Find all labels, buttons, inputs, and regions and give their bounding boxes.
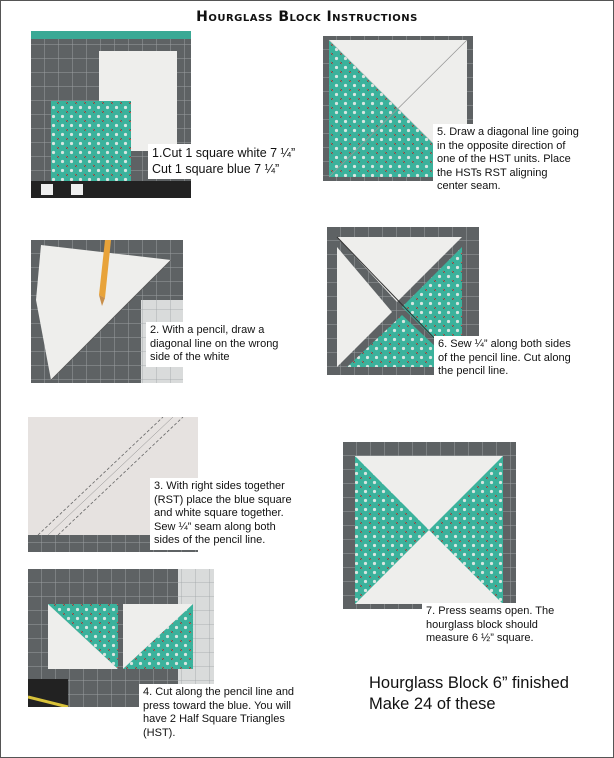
step-5-caption xyxy=(433,124,583,196)
step-4-line: 4. Cut along the pencil line and xyxy=(143,686,295,698)
step-3-line: and white square together. xyxy=(154,507,284,519)
step-3-line: Sew ¼” seam along both xyxy=(154,520,276,533)
step-4-line: press toward the blue. You will xyxy=(143,699,291,712)
step-5-line: one of the HST units. Place xyxy=(437,153,571,165)
step-2-caption xyxy=(146,322,282,367)
step-5-line: center seam. xyxy=(437,180,501,192)
step-5-line: in the opposite direction of xyxy=(437,139,566,152)
step-3-line: (RST) place the blue square xyxy=(154,493,292,506)
step-3-caption xyxy=(150,478,296,550)
page-title: Hourglass Block Instructions xyxy=(196,9,418,25)
quantity-text: Make 24 of these xyxy=(369,695,496,713)
step-4-line: (HST). xyxy=(143,726,176,739)
step-6-line: the pencil line. xyxy=(438,365,509,377)
step-6-line: of the pencil line. Cut along xyxy=(438,351,571,364)
step-5-line: 5. Draw a diagonal line going xyxy=(437,126,579,138)
step-1-line: 1.Cut 1 square white 7 ¼” xyxy=(152,146,296,160)
step-2-line: side of the white xyxy=(150,351,230,363)
step-7-line: 7. Press seams open. The xyxy=(426,605,555,617)
step-7-caption xyxy=(422,603,558,648)
step-6-line: 6. Sew ¼” along both sides xyxy=(438,338,571,350)
step-2-line: 2. With a pencil, draw a xyxy=(150,324,265,336)
block-summary xyxy=(369,673,569,715)
step-6-caption xyxy=(434,336,575,381)
step-7-line: measure 6 ½” square. xyxy=(426,632,534,644)
step-2-line: diagonal line on the wrong xyxy=(150,337,279,350)
step-1-line: Cut 1 square blue 7 ¼” xyxy=(152,161,280,176)
step-3-line: sides of the pencil line. xyxy=(154,534,266,546)
step-4-caption xyxy=(139,684,298,742)
step-4-line: have 2 Half Square Triangles xyxy=(143,713,285,725)
step-3-line: 3. With right sides together xyxy=(154,480,285,492)
step-7-photo xyxy=(343,442,516,609)
finished-size-text: Hourglass Block 6” finished xyxy=(369,674,569,692)
step-7-line: hourglass block should xyxy=(426,618,538,631)
step-5-line: the HSTs RST aligning xyxy=(437,166,548,179)
step-1-caption xyxy=(148,144,299,179)
